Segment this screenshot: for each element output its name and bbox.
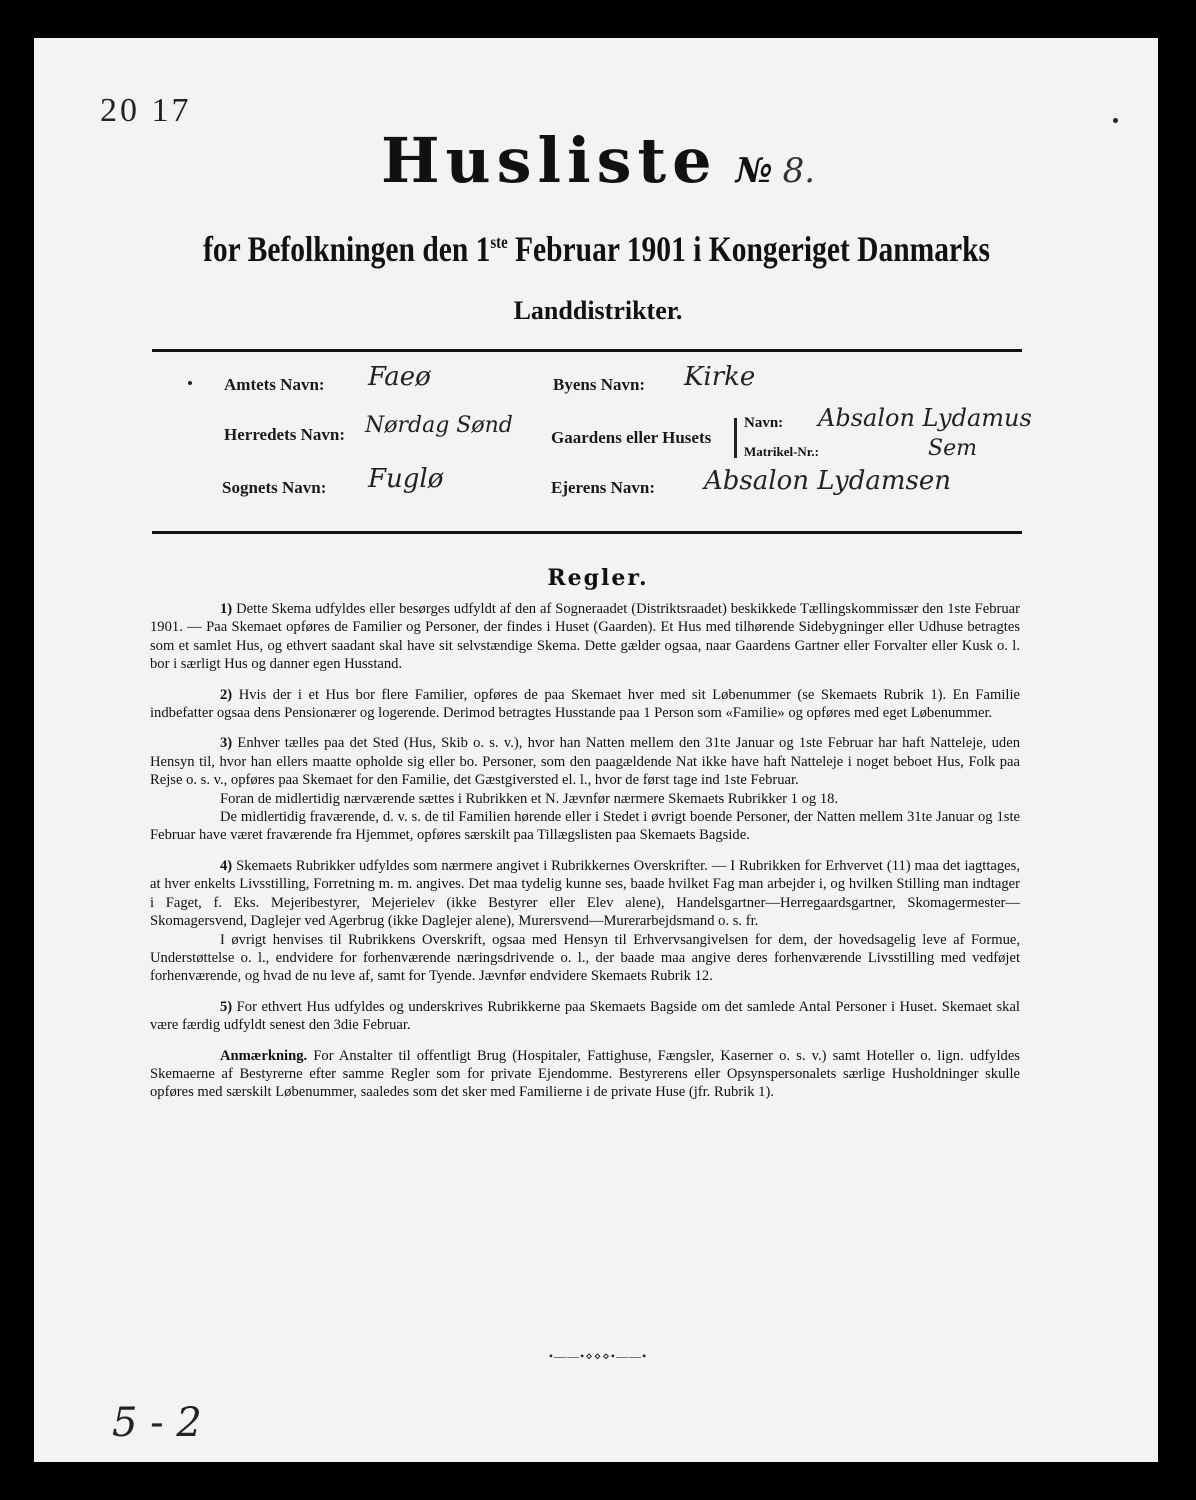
gaard-label: Gaardens eller Husets [551, 428, 712, 447]
number-label: № [735, 151, 773, 191]
rules-heading: Regler. [547, 565, 649, 591]
herred-label: Herredets Navn: [224, 425, 346, 444]
navn-label: Navn: [744, 415, 784, 431]
rule-text: De midlertidig fraværende, d. v. s. de til Familien hørende eller i Stedet i øvrigt boende Personer, der Natten mellem 31te Januar og 1ste Februar have været fraværende fra Hjemmet, opføres særskilt paa Tillægslisten paa Skemaets Bagside. [150, 809, 1020, 844]
byens-value: Kirke [684, 362, 756, 392]
rule-5 [150, 998, 1020, 1035]
rule-number: 1) [220, 601, 233, 617]
matrikel-label: Matrikel-Nr.: [744, 444, 819, 459]
divider-top [152, 349, 1022, 352]
navn-value: Absalon Lydamus [818, 404, 1032, 432]
margin-dot [188, 381, 192, 385]
form-title: Husliste [380, 124, 718, 197]
rule-text: Hvis der i et Hus bor flere Familier, opføres de paa Skemaet hver med sit Løbenummer (se Skemaets Rubrik 1). En Familie indbefatter ogsaa dens Pensionærer og logerende. Derimod betragtes Husstande paa 1 Person som «Familie» og opføres med eget Løbenummer. [150, 686, 1020, 722]
matrikel-value: Sem [928, 436, 977, 461]
ornament-divider: •——•⋄⋄⋄•——• [548, 1349, 648, 1363]
rule-text: For Anstalter til offentligt Brug (Hospitaler, Fattighuse, Fængsler, Kaserner o. s. v.) samt Hoteller o. lign. udfyldes Skemaerne af Bestyrerne efter samme Regler som for private Ejendomme. Bestyrerens eller Opsynspersonalets særlige Husholdninger skulle opføres med særskilt Løbenummer, saaledes som det sker med Familierne i de private Huse (jfr. Rubrik 1). [150, 1047, 1020, 1101]
rule-text: Foran de midlertidig nærværende sættes i Rubrikken et N. Jævnfør nærmere Skemaets Rubrikker 1 og 18. [220, 790, 839, 807]
rule-4-continued [150, 931, 1020, 986]
rule-3-continued [150, 790, 1020, 808]
sogn-label: Sognets Navn: [222, 478, 327, 497]
rule-text: Skemaets Rubrikker udfyldes som nærmere angivet i Rubrikkernes Overskrifter. — I Rubrikken for Erhvervet (11) maa det iagttages, at hver enkelts Livsstilling, Forretning m. m. angives. Det maa tydelig kunne ses, baade hvilket Fag man arbejder i, og hvilken Stilling man indtager i Faget, f. Eks. Mejeribestyrer, Mejerielev (ikke Bestyrer eller Elev alene), Handelsgartner—Herregaardsgartner, Skomagermester—Skomagersvend, Daglejer ved Agerbrug (ikke Daglejer alene), Murersvend—Murerarbejdsmand o. s. fr. [150, 857, 1020, 930]
rule-text: For ethvert Hus udfyldes og underskrives Rubrikkerne paa Skemaets Bagside om det samlede Antal Personer i Huset. Skemaet skal være færdig udfyldt senest den 3die Februar. [150, 998, 1020, 1034]
handwritten-note: 5 - 2 [112, 1400, 202, 1446]
rules-list [150, 600, 1020, 1114]
annotation [150, 1047, 1020, 1102]
rule-4 [150, 857, 1020, 931]
rule-text: Dette Skema udfyldes eller besørges udfyldt af den af Sogneraadet (Distriktsraadet) beskikkede Tællingskommissær den 1ste Februar 1901. — Paa Skemaet opføres de Familier og Personer, der findes i Huset (Gaarden). Et Hus med tilhørende Sidebygninger eller Udhuse betragtes som et samlet Hus, og ethvert saadant skal have sit selvstændige Skema. Dette gælder ogsaa, naar Gaardens Gartner eller Forvalter eller Kusk o. l. bor i særligt Hus og danner egen Husstand. [150, 601, 1020, 673]
rule-3 [150, 734, 1020, 789]
rule-number: 3) [220, 735, 233, 752]
rule-text: I øvrigt henvises til Rubrikkens Overskrift, ogsaa med Hensyn til Erhvervsangivelsen for dem, der hovedsagelig leve af Formue, Understøttelse o. l., endvidere for forhenværende næringsdrivende o. l., der baade maa angive deres forhenværende Livsstilling med vedføjet forhenværende, og hvad de nu leve af, samt for Tyende. Jævnfør endvidere Skemaets Rubrik 12. [150, 931, 1020, 985]
annotation-label: Anmærkning. [220, 1047, 308, 1064]
ejer-label: Ejerens Navn: [551, 478, 656, 497]
brace [734, 418, 737, 458]
form-subtitle [106, 228, 1087, 270]
rule-1 [150, 600, 1020, 674]
rule-text: Enhver tælles paa det Sted (Hus, Skib o. s. v.), hvor han Natten mellem den 31te Januar og 1ste Februar har haft Natteleje, uden Hensyn til, hvor han ellers maatte opholde sig eller bo. Personer, som den paagældende Nat ikke have haft Natteleje i noget beboet Hus, Folk paa Rejse o. s. v., opføres paa Skemaet for den Familie, det Gæstgiversted el. l., hvor de først tage ind 1ste Februar. [150, 735, 1020, 789]
subtitle-superscript: ste [490, 232, 508, 252]
amt-value: Faeø [368, 362, 431, 392]
ejer-value: Absalon Lydamsen [704, 466, 952, 496]
rule-number: 2) [220, 686, 233, 703]
archive-number: 20 17 [100, 92, 192, 129]
herred-value: Nørdag Sønd [365, 413, 513, 438]
amt-label: Amtets Navn: [224, 375, 325, 394]
subtitle-part: for Befolkningen den 1 [203, 229, 491, 269]
divider-bottom [152, 531, 1022, 534]
house-number: 8. [782, 151, 816, 191]
sogn-value: Fuglø [368, 464, 444, 494]
rule-number: 5) [220, 998, 233, 1015]
rule-2 [150, 686, 1020, 723]
title-row [0, 124, 1196, 197]
edge-mark [1113, 118, 1118, 123]
subtitle-part: Februar 1901 i Kongeriget Danmarks [507, 229, 991, 269]
rule-3-continued [150, 808, 1020, 845]
rule-number: 4) [220, 857, 233, 874]
byens-label: Byens Navn: [553, 375, 646, 394]
form-subtitle-2: Landdistrikter. [513, 296, 683, 325]
